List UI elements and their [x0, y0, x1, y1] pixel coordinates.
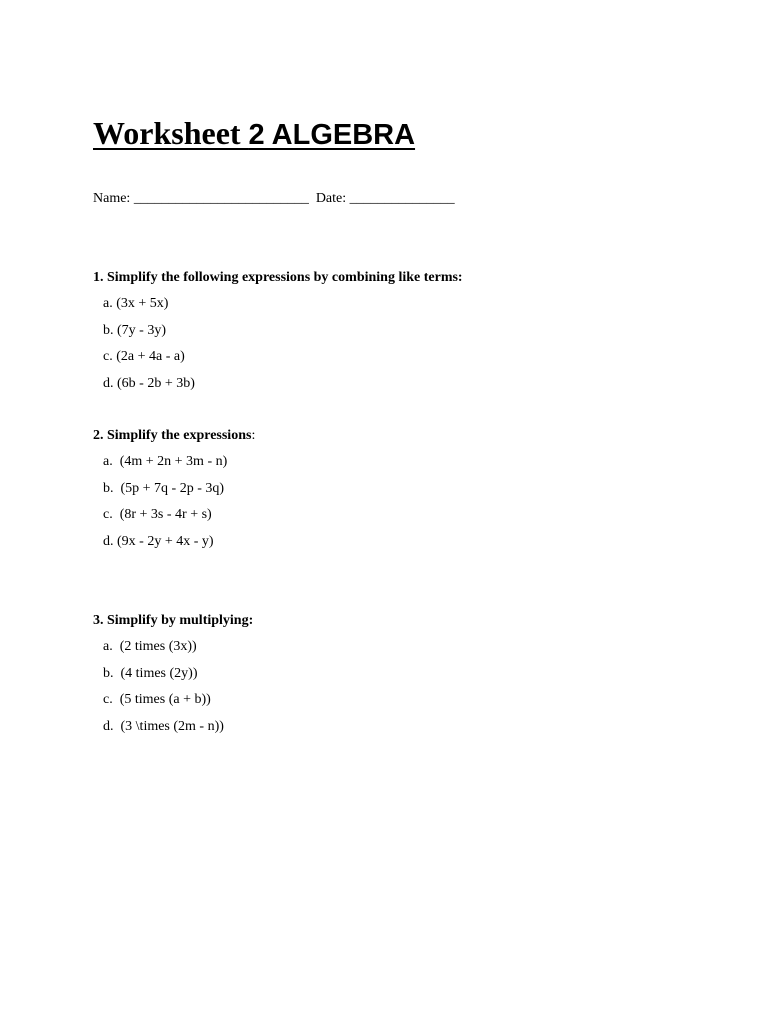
question-3-heading: [93, 612, 253, 630]
question-item: d. (9x - 2y + 4x - y): [103, 533, 214, 549]
question-item: b. (4 times (2y)): [103, 665, 198, 681]
question-item: c. (8r + 3s - 4r + s): [103, 507, 212, 522]
title-subject: 2 ALGEBRA: [248, 119, 416, 151]
question-item: d. (6b - 2b + 3b): [103, 375, 195, 391]
question-item: b. (5p + 7q - 2p - 3q): [103, 480, 225, 496]
question-item: a. (4m + 2n + 3m - n): [103, 454, 228, 469]
question-item: a. (2 times (3x)): [103, 639, 197, 654]
question-1-heading-bold: 1. Simplify the following expressions by combining like terms:: [93, 270, 463, 285]
question-2: [93, 427, 255, 559]
question-2-heading-rest: :: [251, 428, 256, 443]
question-item: c. (2a + 4a - a): [103, 349, 185, 364]
question-item: b. (7y - 3y): [103, 322, 166, 338]
question-1: [93, 269, 463, 401]
question-3-items: [93, 638, 253, 744]
question-item: c. (5 times (a + b)): [103, 692, 211, 707]
question-2-heading-bold: 2. Simplify the expressions: [93, 428, 252, 443]
question-1-items: [93, 295, 463, 401]
title-word: Worksheet: [93, 115, 249, 151]
question-2-heading: [93, 427, 255, 445]
question-3-heading-bold: 3. Simplify by multiplying:: [93, 613, 254, 628]
worksheet-title: [93, 113, 415, 155]
name-date-line: Name: _________________________ Date: _______________: [93, 191, 455, 206]
question-2-items: [93, 453, 255, 559]
question-3: [93, 612, 253, 744]
question-item: a. (3x + 5x): [103, 296, 169, 311]
question-1-heading: [93, 269, 463, 287]
question-item: d. (3 \times (2m - n)): [103, 718, 224, 734]
